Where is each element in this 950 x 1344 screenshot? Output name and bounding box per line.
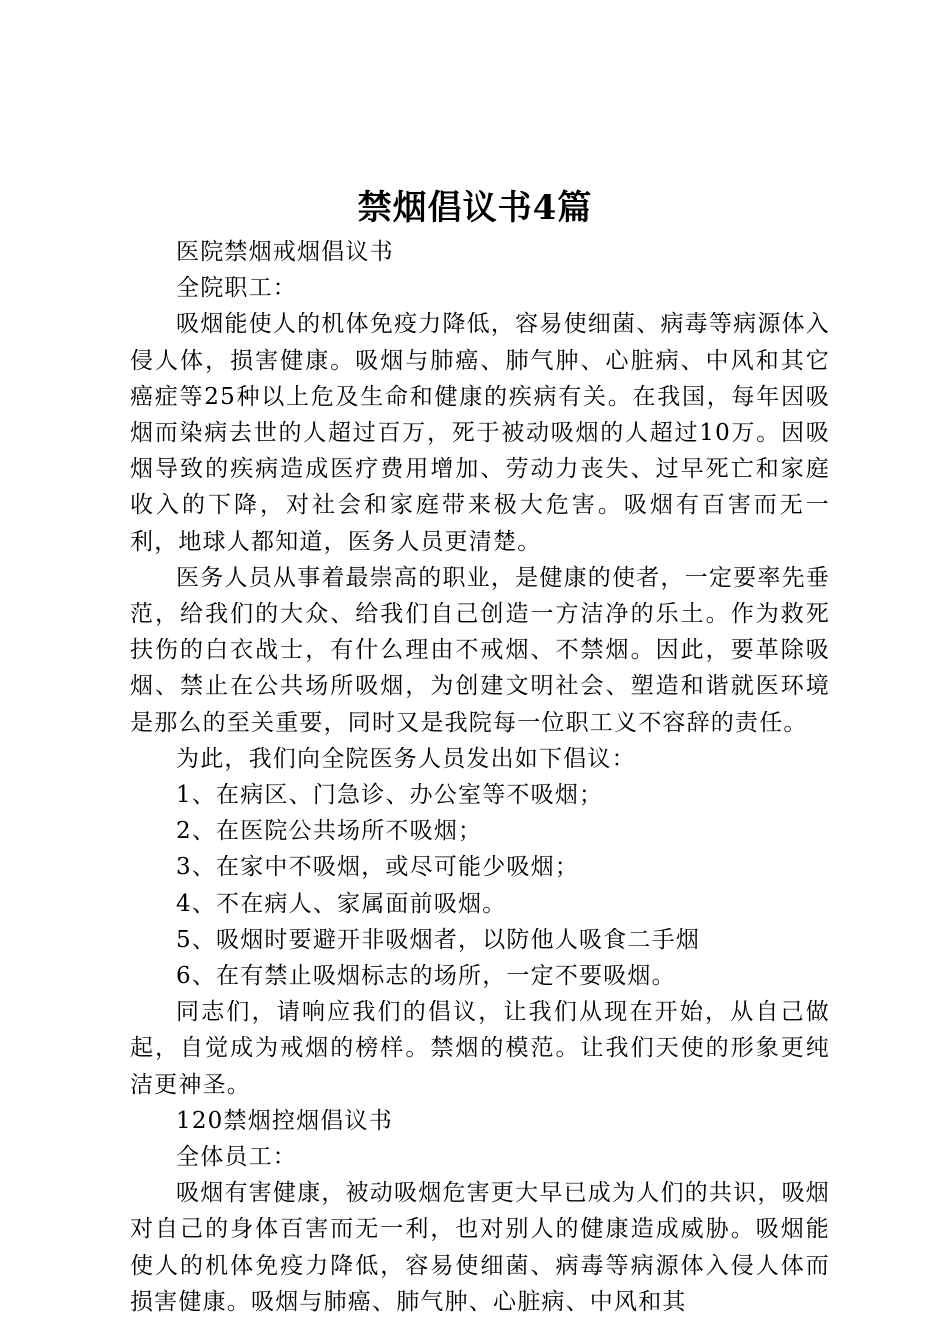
list-item: 6、在有禁止吸烟标志的场所，一定不要吸烟。 xyxy=(176,963,676,990)
section-heading-120: 120禁烟控烟倡议书 xyxy=(176,1107,393,1134)
list-item: 1、在病区、门急诊、办公室等不吸烟； xyxy=(176,782,604,809)
paragraph: 为此，我们向全院医务人员发出如下倡议： xyxy=(176,745,636,772)
document-body xyxy=(130,234,830,1320)
section-heading-hospital: 医院禁烟戒烟倡议书 xyxy=(176,239,394,265)
salutation-hospital: 全院职工： xyxy=(176,275,297,302)
paragraph: 吸烟能使人的机体免疫力降低，容易使细菌、病毒等病源体入侵人体，损害健康。吸烟与肺癌、肺气肿、心脏病、中风和其它癌症等25种以上危及生命和健康的疾病有关。在我国，每年因吸烟而染病去世的人超过百万，死于被动吸烟的人超过10万。因吸烟导致的疾病造成医疗费用增加、劳动力丧失、过早死亡和家庭收入的下降，对社会和家庭带来极大危害。吸烟有百害而无一利，地球人都知道，医务人员更清楚。 xyxy=(130,311,830,555)
salutation-120: 全体员工： xyxy=(176,1144,297,1171)
list-item: 4、不在病人、家属面前吸烟。 xyxy=(176,890,507,917)
list-item: 2、在医院公共场所不吸烟； xyxy=(176,818,483,845)
document-title: 禁烟倡议书4篇 xyxy=(357,188,593,228)
paragraph: 同志们，请响应我们的倡议，让我们从现在开始，从自己做起，自觉成为戒烟的榜样。禁烟的模范。让我们天使的形象更纯洁更神圣。 xyxy=(130,999,830,1098)
paragraph: 吸烟有害健康，被动吸烟危害更大早已成为人们的共识，吸烟对自己的身体百害而无一利，也对别人的健康造成威胁。吸烟能使人的机体免疫力降低，容易使细菌、病毒等病源体入侵人体而损害健康。吸烟与肺癌、肺气肿、心脏病、中风和其 xyxy=(130,1180,830,1315)
paragraph: 医务人员从事着最崇高的职业，是健康的使者，一定要率先垂范，给我们的大众、给我们自己创造一方洁净的乐土。作为救死扶伤的白衣战士，有什么理由不戒烟、不禁烟。因此，要革除吸烟、禁止在公共场所吸烟，为创建文明社会、塑造和谐就医环境是那么的至关重要，同时又是我院每一位职工义不容辞的责任。 xyxy=(130,564,830,736)
list-item: 3、在家中不吸烟，或尽可能少吸烟； xyxy=(176,854,580,881)
list-item: 5、吸烟时要避开非吸烟者，以防他人吸食二手烟 xyxy=(176,926,701,953)
